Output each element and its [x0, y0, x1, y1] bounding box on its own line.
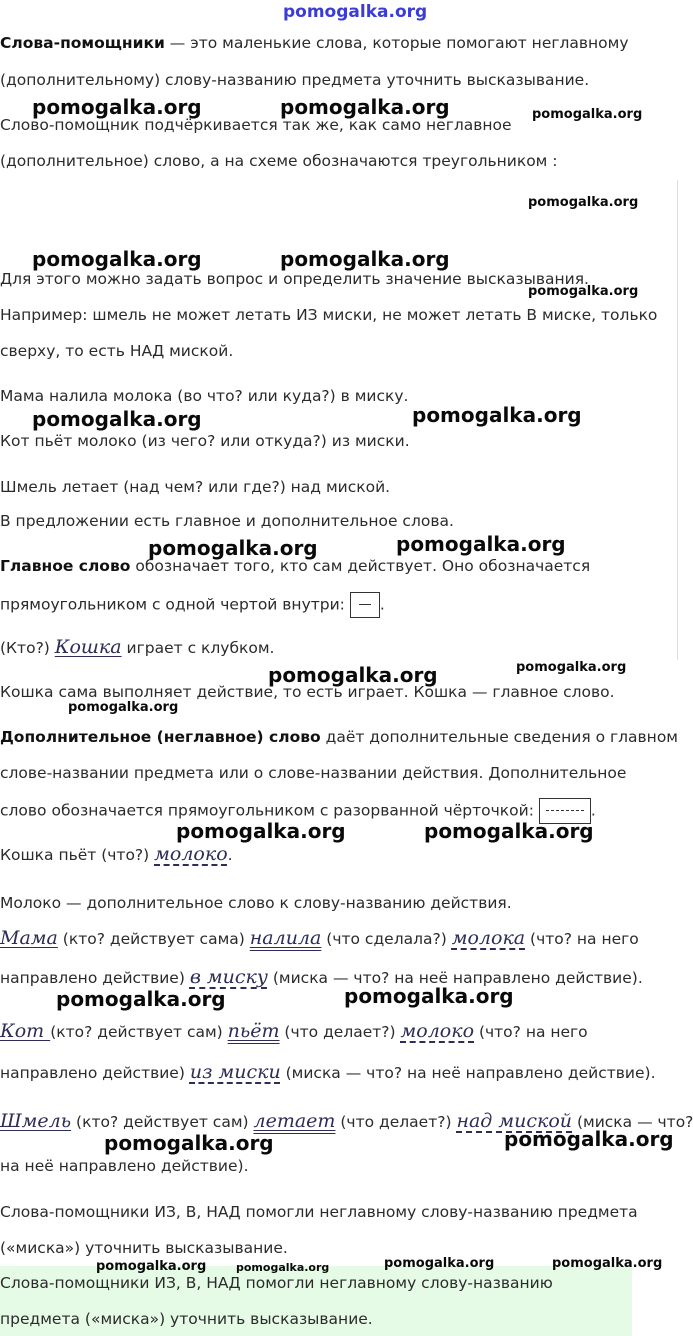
watermark: pomogalka.org: [528, 284, 639, 299]
milk-line: Кошка пьёт (что?) молоко.: [0, 843, 233, 865]
handwritten-pyot: пьёт: [227, 1020, 280, 1042]
watermark: pomogalka.org: [96, 1259, 207, 1274]
term-helper-words: Слова-помощники: [0, 34, 165, 52]
sentence3-line1: Шмель (кто? действует сам) летает (что делает?) над миской (миска — что?: [0, 1110, 693, 1132]
example-1: Мама налила молока (во что? или куда?) в миску.: [0, 387, 409, 405]
handwritten-nad-miskoy: над миской: [456, 1110, 573, 1132]
handwritten-moloko-2: молоко: [400, 1020, 475, 1042]
watermark: pomogalka.org: [104, 1131, 274, 1155]
para3-line1: Для этого можно задать вопрос и определить значение высказывания.: [0, 270, 589, 288]
term-extra-word: Дополнительное (неглавное) слово: [0, 728, 321, 746]
watermark: pomogalka.org: [32, 247, 202, 271]
extra-word-line3: слово обозначается прямоугольником с разорванной чёрточкой: .: [0, 798, 596, 824]
watermark: pomogalka.org: [32, 95, 202, 119]
para3-line3: сверху, то есть НАД миской.: [0, 342, 234, 360]
watermark: pomogalka.org: [384, 1256, 495, 1271]
para1-line2: (дополнительному) слову-названию предмета уточнить высказывание.: [0, 71, 590, 89]
handwritten-nalila: налила: [249, 927, 322, 949]
handwritten-koshka: Кошка: [54, 636, 122, 658]
handwritten-moloka: молока: [451, 927, 526, 949]
watermark: pomogalka.org: [396, 532, 566, 556]
conclusion-line2: («миска») уточнить высказывание.: [0, 1239, 288, 1257]
watermark: pomogalka.org: [412, 403, 582, 427]
handwritten-kot: Кот: [0, 1020, 51, 1042]
sentence1-line1: Мама (кто? действует сама) налила (что сделала?) молока (что? на него: [0, 927, 639, 949]
sentence2-line2: направлено действие) из миски (миска — что? на неё направлено действие).: [0, 1061, 656, 1083]
handwritten-moloko: молоко: [154, 843, 228, 865]
watermark: pomogalka.org: [516, 660, 627, 675]
watermark: pomogalka.org: [148, 536, 318, 560]
main-word-symbol: [350, 592, 380, 618]
watermark: pomogalka.org: [280, 95, 450, 119]
para1-line1: Слова-помощники — это маленькие слова, которые помогают неглавному: [0, 34, 629, 52]
watermark: pomogalka.org: [424, 819, 594, 843]
sentence1-line2: направлено действие) в миску (миска — что? на неё направлено действие).: [0, 966, 643, 988]
watermark: pomogalka.org: [236, 1261, 330, 1274]
handwritten-shmel: Шмель: [0, 1110, 72, 1132]
example-3: Шмель летает (над чем? или где?) над миской.: [0, 478, 391, 496]
handwritten-v-misku: в миску: [189, 966, 268, 988]
handwritten-mama: Мама: [0, 927, 58, 949]
sentence2-line1: Кот (кто? действует сам) пьёт (что делает?) молоко (что? на него: [0, 1020, 588, 1042]
watermark: pomogalka.org: [528, 195, 639, 210]
watermark: pomogalka.org: [344, 984, 514, 1008]
watermark: pomogalka.org: [504, 1127, 674, 1151]
watermark: pomogalka.org: [176, 819, 346, 843]
extra-word-line2: слове-названии предмета или о слове-названии действия. Дополнительное: [0, 764, 627, 782]
sentence3-line2: на неё направлено действие).: [0, 1157, 249, 1175]
para2-line1: Слово-помощник подчёркивается так же, как само неглавное: [0, 116, 512, 134]
highlight-line2: предмета («миска») уточнить высказывание.: [0, 1310, 373, 1328]
intro: В предложении есть главное и дополнительное слова.: [0, 512, 454, 530]
koshka-line: (Кто?) Кошка играет с клубком.: [0, 636, 275, 658]
watermark: pomogalka.org: [68, 700, 179, 715]
divider: [677, 180, 678, 660]
main-word-line2: прямоугольником с одной чертой внутри: .: [0, 592, 385, 618]
watermark: pomogalka.org: [532, 107, 643, 122]
para3-line2: Например: шмель не может летать ИЗ миски, не может летать В миске, только: [0, 306, 658, 324]
watermark: pomogalka.org: [32, 407, 202, 431]
conclusion-line1: Слова-помощники ИЗ, В, НАД помогли неглавному слову-названию предмета: [0, 1203, 638, 1221]
milk-explain: Молоко — дополнительное слово к слову-названию действия.: [0, 894, 512, 912]
term-main-word: Главное слово: [0, 557, 131, 575]
main-word-line1: Главное слово обозначает того, кто сам действует. Оно обозначается: [0, 557, 591, 575]
koshka-explain: Кошка сама выполняет действие, то есть играет. Кошка — главное слово.: [0, 683, 615, 701]
highlight-line1: Слова-помощники ИЗ, В, НАД помогли неглавному слову-названию: [0, 1274, 553, 1292]
watermark: pomogalka.org: [552, 1256, 663, 1271]
watermark: pomogalka.org: [280, 247, 450, 271]
example-2: Кот пьёт молоко (из чего? или откуда?) из миски.: [0, 432, 410, 450]
watermark: pomogalka.org: [56, 987, 226, 1011]
watermark: pomogalka.org: [268, 663, 438, 687]
para2-line2: (дополнительное) слово, а на схеме обозначаются треугольником :: [0, 152, 558, 170]
watermark: pomogalka.org: [283, 2, 428, 22]
handwritten-letaet: летает: [253, 1110, 336, 1132]
extra-word-line1: Дополнительное (неглавное) слово даёт дополнительные сведения о главном: [0, 728, 678, 746]
handwritten-iz-miski: из миски: [189, 1061, 281, 1083]
